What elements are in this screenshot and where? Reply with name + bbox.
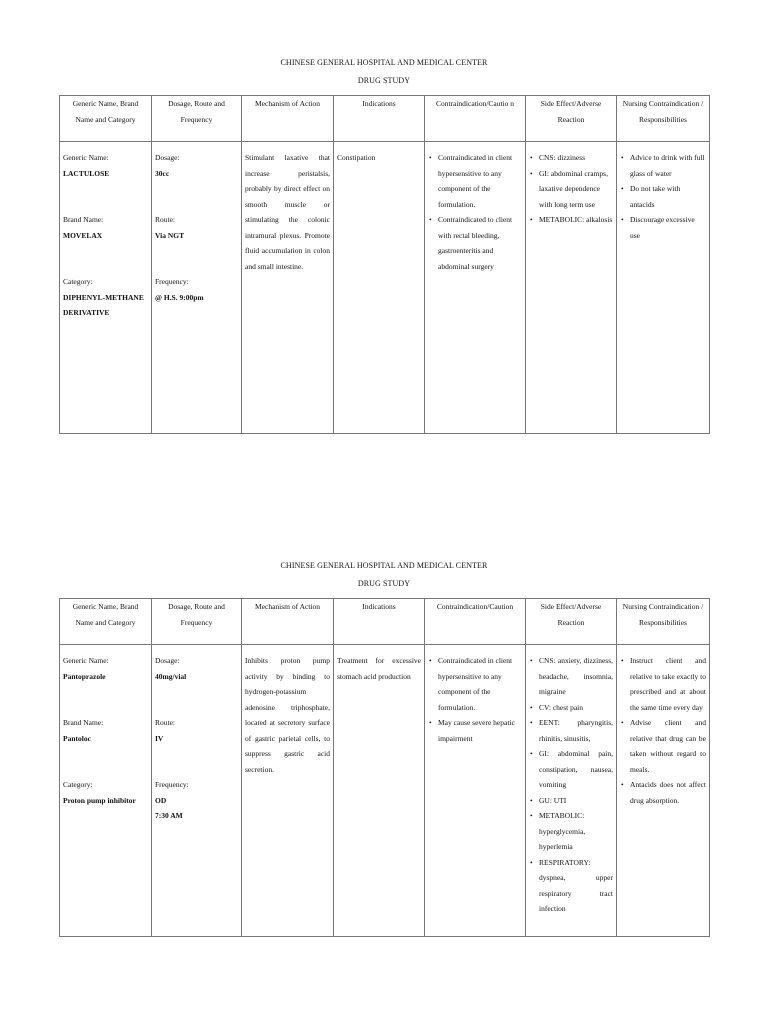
list-item: • Contraindicated in client hypersensitive to any component of the formulation. — [438, 653, 522, 715]
list-item: • Do not take with antacids — [630, 181, 706, 212]
document-title: DRUG STUDY — [357, 579, 411, 588]
frequency-value: OD — [155, 795, 167, 805]
list-item: • EENT: pharyngitis, rhinitis, sinusitis, — [539, 715, 613, 746]
route-value: IV — [155, 733, 164, 743]
header-side-effects: Side Effect/Adverse Reaction — [526, 599, 617, 645]
list-item: • Discourage excessive use — [630, 212, 706, 243]
hospital-name: CHINESE GENERAL HOSPITAL AND MEDICAL CENTER — [280, 561, 488, 570]
list-item: • Contraindicated to client with rectal bleeding, gastroenteritis and abdominal surgery — [438, 212, 522, 274]
frequency-value: @ H.S. 9:00pm — [155, 292, 204, 302]
header-nursing: Nursing Contraindication / Responsibilities — [617, 599, 710, 645]
category-label: Category: — [63, 277, 93, 286]
category-label: Category: — [63, 780, 93, 789]
table-row — [60, 645, 710, 937]
list-item: • CV: chest pain — [539, 700, 613, 716]
list-item: • May cause severe hepatic impairment — [438, 715, 522, 746]
header-nursing: Nursing Contraindication / Responsibilities — [617, 96, 710, 142]
header-contraindication: Contraindication/Caution — [425, 599, 526, 645]
dosage-value: 30cc — [155, 168, 170, 178]
route-label: Route: — [155, 718, 175, 727]
frequency-label: Frequency: — [155, 277, 189, 286]
cell-nursing — [617, 645, 710, 937]
table-row — [60, 142, 710, 434]
brand-name-label: Brand Name: — [63, 718, 104, 727]
list-item: • Contraindicated in client hypersensitive to any component of the formulation. — [438, 150, 522, 212]
drug-study-table — [59, 95, 710, 434]
dosage-label: Dosage: — [155, 656, 180, 665]
header-dosage: Dosage, Route and Frequency — [152, 599, 242, 645]
generic-name-label: Generic Name: — [63, 153, 109, 162]
list-item: • CNS: anxiety, dizziness, headache, insomnia, migraine — [539, 653, 613, 700]
generic-name-label: Generic Name: — [63, 656, 109, 665]
cell-dosage — [152, 142, 242, 434]
cell-indications: Treatment for excessive stomach acid production — [334, 645, 425, 937]
brand-name-value: Pantoloc — [63, 733, 91, 743]
cell-mechanism: Stimulant laxative that increase peristalsis, probably by direct effect on smooth muscle or stimulating the colonic intramural plexus. Promote fluid accumulation in colon and small intestine. — [242, 142, 334, 434]
header-mechanism: Mechanism of Action — [242, 599, 334, 645]
list-item: • METABOLIC: hyperglycemia, hyperlemia — [539, 808, 613, 855]
category-value: DIPHENYL-METHANE DERIVATIVE — [63, 292, 144, 317]
list-item: • CNS: dizziness — [539, 150, 613, 166]
route-label: Route: — [155, 215, 175, 224]
cell-side-effects — [526, 645, 617, 937]
header-side-effects: Side Effect/Adverse Reaction — [526, 96, 617, 142]
dosage-label: Dosage: — [155, 153, 180, 162]
generic-name-value: Pantoprazole — [63, 671, 106, 681]
cell-generic — [60, 645, 152, 937]
table-header-row — [60, 96, 710, 142]
cell-generic — [60, 142, 152, 434]
list-item: • GU: UTI — [539, 793, 613, 809]
header-indications: Indications — [334, 599, 425, 645]
header-dosage: Dosage, Route and Frequency — [152, 96, 242, 142]
list-item: • METABOLIC: alkalosis — [539, 212, 613, 228]
route-value: Via NGT — [155, 230, 185, 240]
hospital-name: CHINESE GENERAL HOSPITAL AND MEDICAL CENTER — [280, 58, 488, 67]
brand-name-value: MOVELAX — [63, 230, 103, 240]
list-item: • Antacids does not affect drug absorption. — [630, 777, 706, 808]
list-item: • GI: abdominal pain, constipation, nausea, vomiting — [539, 746, 613, 793]
cell-nursing — [617, 142, 710, 434]
cell-side-effects — [526, 142, 617, 434]
cell-contraindications — [425, 142, 526, 434]
list-item: • RESPIRATORY: dyspnea, upper respiratory tract infection — [539, 855, 613, 917]
header-mechanism: Mechanism of Action — [242, 96, 334, 142]
header-generic: Generic Name, Brand Name and Category — [60, 96, 152, 142]
generic-name-value: LACTULOSE — [63, 168, 110, 178]
category-value: Proton pump inhibitor — [63, 795, 136, 805]
frequency-time: 7:30 AM — [155, 811, 183, 820]
list-item: • GI: abdominal cramps, laxative dependence with long term use — [539, 166, 613, 213]
list-item: • Advise client and relative that drug can be taken without regard to meals. — [630, 715, 706, 777]
header-generic: Generic Name, Brand Name and Category — [60, 599, 152, 645]
cell-indications: Constipation — [334, 142, 425, 434]
list-item: • Advice to drink with full glass of water — [630, 150, 706, 181]
brand-name-label: Brand Name: — [63, 215, 104, 224]
dosage-value: 40mg/vial — [155, 671, 187, 681]
drug-study-table — [59, 598, 710, 937]
header-contraindication: Contraindication/Cautio n — [425, 96, 526, 142]
list-item: • Instruct client and relative to take exactly to prescribed and at about the same time every day — [630, 653, 706, 715]
cell-dosage — [152, 645, 242, 937]
header-indications: Indications — [334, 96, 425, 142]
table-header-row — [60, 599, 710, 645]
cell-mechanism: Inhibits proton pump activity by binding to hydrogen-potassium adenosine triphosphate, located at secretory surface of gastric parietal cells, to suppress gastric acid secretion. — [242, 645, 334, 937]
frequency-label: Frequency: — [155, 780, 189, 789]
cell-contraindications — [425, 645, 526, 937]
document-title: DRUG STUDY — [357, 76, 411, 85]
